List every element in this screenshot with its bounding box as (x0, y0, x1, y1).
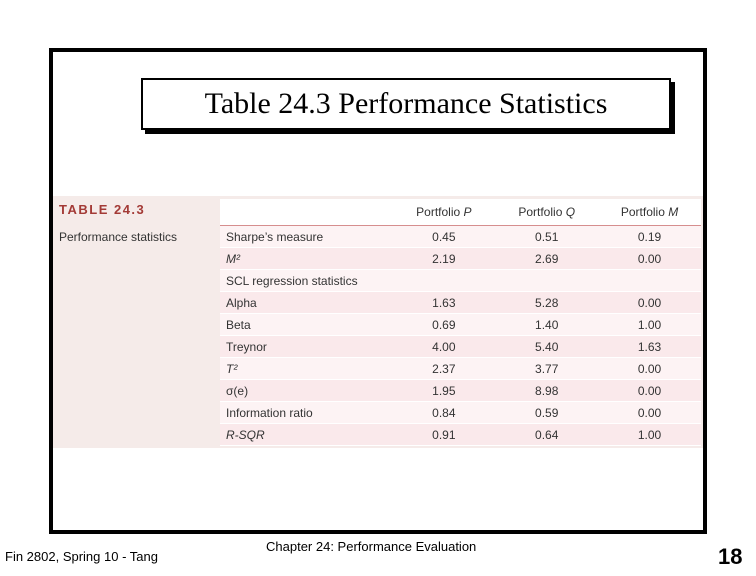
metric-value: 0.00 (598, 292, 701, 314)
header-portfolio-q: Portfolio Q (495, 199, 598, 226)
metric-label: Treynor (220, 336, 392, 358)
metric-value: 0.84 (392, 402, 495, 424)
metric-value: 0.59 (495, 402, 598, 424)
metric-value: 3.77 (495, 358, 598, 380)
metric-value: 8.98 (495, 380, 598, 402)
metric-label: R-SQR (220, 424, 392, 446)
metric-value: 0.19 (598, 226, 701, 248)
metric-value: 0.45 (392, 226, 495, 248)
metric-value: 1.00 (598, 314, 701, 336)
page-number: 18 (718, 544, 743, 569)
metric-value: 1.95 (392, 380, 495, 402)
table-row (220, 226, 701, 248)
metric-label: Alpha (220, 292, 392, 314)
table-caption: Performance statistics (59, 230, 178, 244)
table-row (220, 358, 701, 380)
metric-value (392, 270, 495, 292)
metric-value: 1.00 (598, 424, 701, 446)
metric-value: 1.40 (495, 314, 598, 336)
metric-label: Beta (220, 314, 392, 336)
table-row (220, 402, 701, 424)
metric-value: 0.00 (598, 248, 701, 270)
table-row (220, 270, 701, 292)
metric-label: T² (220, 358, 392, 380)
table-row (220, 314, 701, 336)
metric-value: 0.91 (392, 424, 495, 446)
metric-value: 2.37 (392, 358, 495, 380)
header-portfolio-p: Portfolio P (392, 199, 495, 226)
metric-label: M² (220, 248, 392, 270)
metric-value: 2.69 (495, 248, 598, 270)
metric-value: 1.63 (598, 336, 701, 358)
metric-value: 1.63 (392, 292, 495, 314)
header-portfolio-m: Portfolio M (598, 199, 701, 226)
metric-value: 0.00 (598, 402, 701, 424)
table-header-row (220, 199, 701, 226)
metric-value: 0.51 (495, 226, 598, 248)
table-row (220, 336, 701, 358)
metric-value: 5.28 (495, 292, 598, 314)
metric-value: 0.69 (392, 314, 495, 336)
table-row (220, 292, 701, 314)
header-blank (220, 199, 392, 226)
metric-value: 0.64 (495, 424, 598, 446)
slide-title: Table 24.3 Performance Statistics (204, 87, 608, 120)
performance-table (220, 199, 701, 446)
metric-label: SCL regression statistics (220, 270, 392, 292)
metric-value: 0.00 (598, 358, 701, 380)
footer-course: Fin 2802, Spring 10 - Tang (5, 549, 158, 564)
table-row (220, 380, 701, 402)
metric-value: 4.00 (392, 336, 495, 358)
metric-value (495, 270, 598, 292)
metric-value: 0.00 (598, 380, 701, 402)
table-row (220, 424, 701, 446)
slide-title-box (141, 78, 671, 130)
metric-label: Information ratio (220, 402, 392, 424)
metric-value: 5.40 (495, 336, 598, 358)
table-label: TABLE 24.3 (59, 202, 146, 217)
footer-chapter: Chapter 24: Performance Evaluation (266, 539, 477, 554)
metric-value: 2.19 (392, 248, 495, 270)
metric-label: Sharpe’s measure (220, 226, 392, 248)
metric-value (598, 270, 701, 292)
table-row (220, 248, 701, 270)
metric-label: σ(e) (220, 380, 392, 402)
